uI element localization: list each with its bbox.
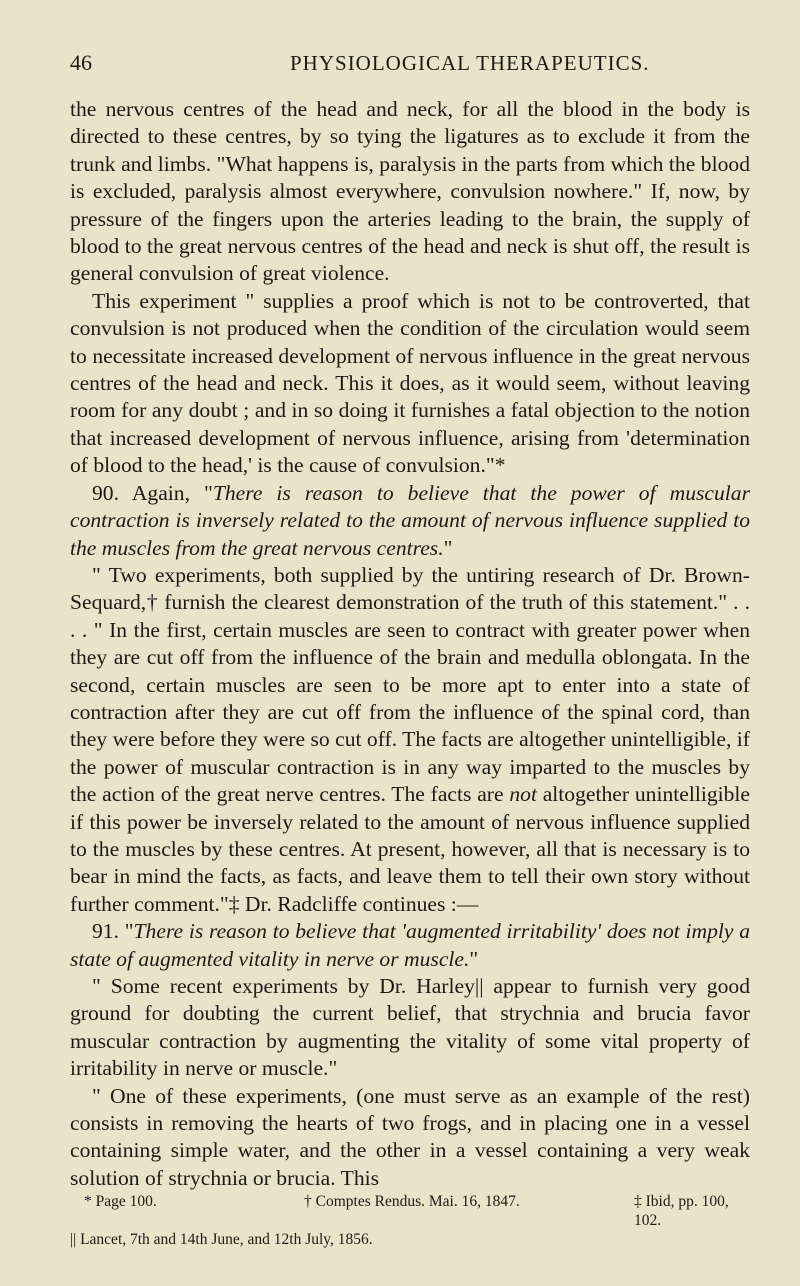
paragraph-91 (70, 918, 750, 973)
footnote-double-dagger: ‡ Ibid, pp. 100, 102. (634, 1193, 729, 1230)
page-header (70, 50, 750, 76)
page-number: 46 (70, 50, 92, 75)
paragraph-continued: the nervous centres of the head and neck, for all the blood in the body is directed to these centres, by so tying the ligatures as to exclude it from the trunk and limbs. "What happens is, paralysis in the parts from which the blood is excluded, paralysis almost everywhere, convulsion nowhere." If, now, by pressure of the fingers upon the arteries leading to the brain, the supply of blood to the great nervous centres of the head and neck is shut off, the result is general convulsion of great violence. (70, 97, 750, 286)
section-91-number: 91. " (92, 919, 134, 944)
section-91-heading: There is reason to believe that 'augmented irritability' does not imply a state of augmented vitality in nerve or muscle. (70, 919, 750, 971)
footnote-star: * Page 100. (84, 1193, 157, 1211)
footnote-row (70, 1230, 750, 1249)
footnote-row (70, 1192, 750, 1230)
footnotes (70, 1192, 750, 1249)
paragraph-harley: " Some recent experiments by Dr. Harley|| appear to furnish very good ground for doubting the current belief, that strychnia and brucia favor muscular contraction by augmenting the vitality of some vital property of irritability in nerve or muscle." (70, 974, 750, 1081)
paragraph-90 (70, 480, 750, 562)
quote-close: " (469, 946, 479, 971)
footnote-parallel: || Lancet, 7th and 14th June, and 12th July, 1856. (70, 1231, 373, 1249)
section-90-number: 90. Again, " (92, 480, 213, 505)
paragraph-text: " Two experiments, both supplied by the untiring research of Dr. Brown-Sequard,† furnish the clearest demonstration of the truth of this statement." . . . . " In the first, certain muscles are seen to contract with greater power when they are cut off from the influence of the brain and medulla oblongata. In the second, certain muscles are seen to be more apt to enter into a state of contraction after they are cut off from the influence of the spinal cord, than they were before they were so cut off. The facts are altogether unintelligible, if the power of muscular contraction is in any way imparted to the muscles by the action of the great nerve centres. The facts are (70, 562, 750, 807)
emphasis-not: not (509, 782, 537, 807)
body-text (70, 96, 750, 1192)
footnote-dagger: † Comptes Rendus. Mai. 16, 1847. (304, 1193, 520, 1211)
paragraph-frogs: " One of these experiments, (one must serve as an example of the rest) consists in removing the hearts of two frogs, and in placing one in a vessel containing simple water, and the other in a vessel containing a very weak solution of strychnia or brucia. This (70, 1083, 750, 1190)
section-90-heading: There is reason to believe that the power of muscular contraction is inversely related to the amount of nervous influence supplied to the muscles from the great nervous centres. (70, 480, 750, 560)
paragraph-text-rest: altogether unintelligible if this power be inversely related to the amount of nervous influence supplied to the muscles by these centres. At present, however, all that is necessary is to bear in mind the facts, as facts, and leave them to tell their own story without further comment."‡ Dr. Radcliffe continues :— (70, 782, 750, 916)
paragraph-experiment: This experiment " supplies a proof which is not to be controverted, that convulsion is not produced when the condition of the circulation would seem to necessitate increased development of nervous influence in the great nervous centres of the head and neck. This it does, as it would seem, without leaving room for any doubt ; and in so doing it furnishes a fatal objection to the notion that increased development of nervous influence, arising from 'determination of blood to the head,' is the cause of convulsion."* (70, 288, 750, 478)
quote-close: " (443, 535, 453, 560)
paragraph-two-experiments (70, 562, 750, 918)
running-head: PHYSIOLOGICAL THERAPEUTICS. (290, 51, 650, 75)
